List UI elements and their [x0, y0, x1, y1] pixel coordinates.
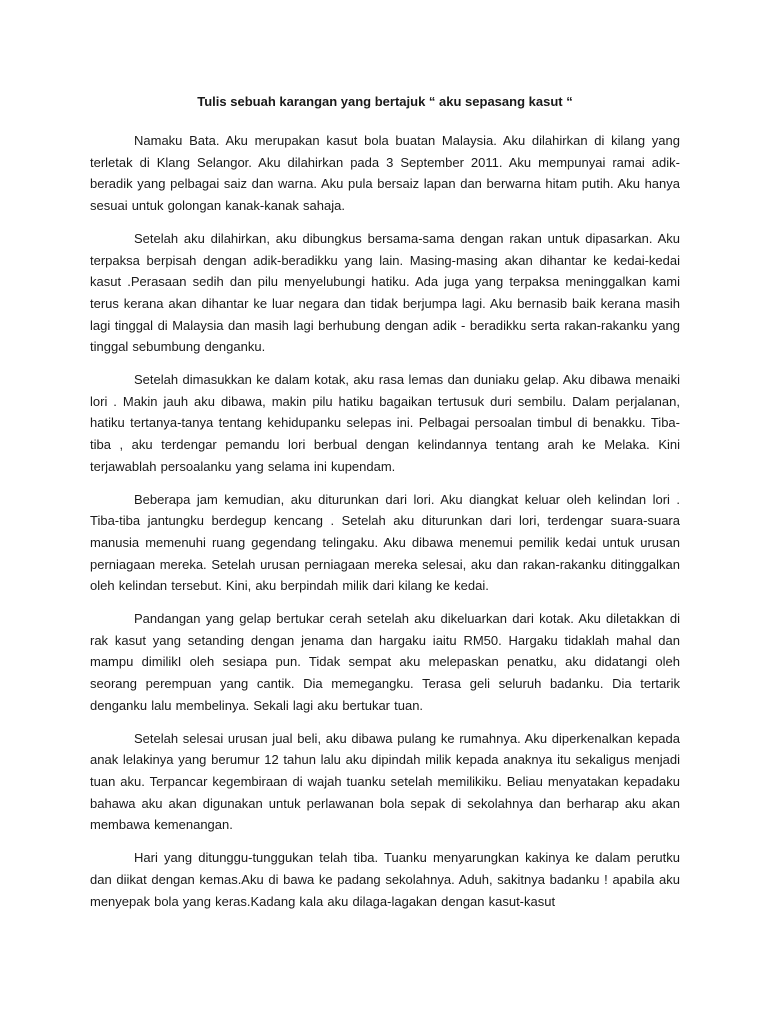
paragraph-5: Pandangan yang gelap bertukar cerah setelah aku dikeluarkan dari kotak. Aku diletakkan di rak kasut yang setanding dengan jenama dan hargaku iaitu RM50. Hargaku tidaklah mahal dan mampu dimilikI oleh sesiapa pun. Tidak sempat aku melepaskan penatku, aku didatangi oleh seorang perempuan yang cantik. Dia memegangku. Terasa geli seluruh badanku. Dia tertarik denganku lalu membelinya. Sekali lagi aku bertukar tuan. [90, 611, 680, 713]
paragraph-4: Beberapa jam kemudian, aku diturunkan dari lori. Aku diangkat keluar oleh kelindan lori . Tiba-tiba jantungku berdegup kencang . Setelah aku diturunkan dari lori, terdengar suara-suara manusia memenuhi ruang gegendang telingaku. Aku dibawa menemui pemilik kedai untuk urusan perniagaan mereka. Setelah urusan perniagaan mereka selesai, aku dan rakan-rakanku ditinggalkan oleh kelindan tersebut. Kini, aku berpindah milik dari kilang ke kedai. [90, 491, 680, 594]
essay-title: Tulis sebuah karangan yang bertajuk “ aku sepasang kasut “ [197, 94, 573, 109]
paragraph-2: Setelah aku dilahirkan, aku dibungkus bersama-sama dengan rakan untuk dipasarkan. Aku terpaksa berpisah dengan adik-beradikku yang lain. Masing-masing akan dihantar ke kedai-kedai kasut .Perasaan sedih dan pilu menyelubungi hatiku. Ada juga yang terpaksa meninggalkan kami terus kerana akan dihantar ke luar negara dan tidak berjumpa lagi. Aku bernasib baik kerana masih lagi tinggal di Malaysia dan masih lagi berhubung dengan adik - beradikku serta rakan-rakanku yang tinggal sebumbung denganku. [90, 230, 680, 355]
paragraph-1: Namaku Bata. Aku merupakan kasut bola buatan Malaysia. Aku dilahirkan di kilang yang terletak di Klang Selangor. Aku dilahirkan pada 3 September 2011. Aku mempunyai ramai adik-beradik yang pelbagai saiz dan warna. Aku pula bersaiz lapan dan berwarna hitam putih. Aku hanya sesuai untuk golongan kanak-kanak sahaja. [90, 133, 680, 214]
paragraph-6: Setelah selesai urusan jual beli, aku dibawa pulang ke rumahnya. Aku diperkenalkan kepada anak lelakinya yang berumur 12 tahun lalu aku dipindah milik kepada anaknya itu sekaligus menjadi tuan aku. Terpancar kegembiraan di wajah tuanku setelah memilikiku. Beliau menyatakan kepadaku bahawa aku akan digunakan untuk perlawanan bola sepak di sekolahnya dan berharap aku akan membawa kemenangan. [90, 730, 680, 833]
paragraph-3: Setelah dimasukkan ke dalam kotak, aku rasa lemas dan duniaku gelap. Aku dibawa menaiki lori . Makin jauh aku dibawa, makin pilu hatiku bagaikan tertusuk duri sembilu. Dalam perjalanan, hatiku tertanya-tanya tentang kehidupanku selepas ini. Pelbagai persoalan timbul di benakku. Tiba-tiba , aku terdengar pemandu lori berbual dengan kelindannya tentang arah ke Melaka. Kini terjawablah persoalanku yang selama ini kupendam. [90, 372, 680, 474]
paragraph-7: Hari yang ditunggu-tunggukan telah tiba. Tuanku menyarungkan kakinya ke dalam perutku dan diikat dengan kemas.Aku di bawa ke padang sekolahnya. Aduh, sakitnya badanku ! apabila aku menyepak bola yang keras.Kadang kala aku dilaga-lagakan dengan kasut-kasut [90, 850, 680, 909]
